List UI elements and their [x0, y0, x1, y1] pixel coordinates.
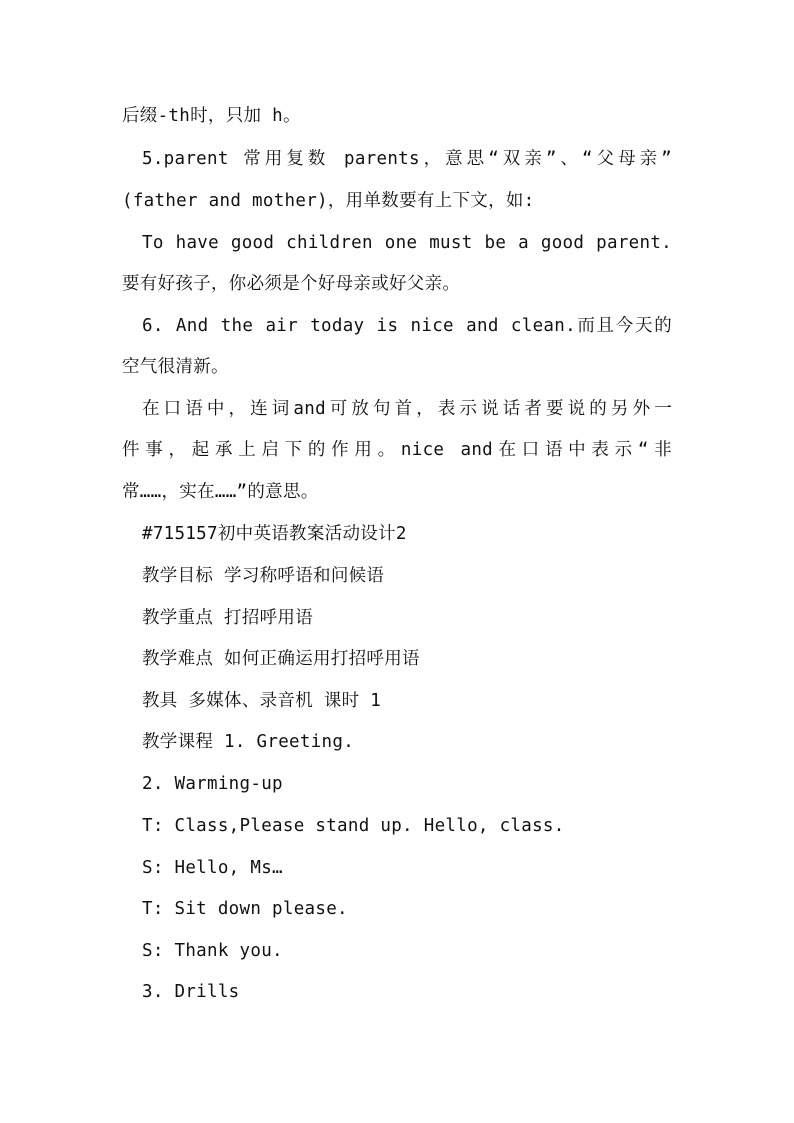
- teaching-difficulty: 教学难点 如何正确运用打招呼用语: [142, 649, 420, 669]
- text-line-6: 6. And the air today is nice and clean.而且今天的: [142, 316, 672, 336]
- teaching-aids: 教具 多媒体、录音机 课时 1: [142, 691, 382, 711]
- dialogue-line-4: S: Thank you.: [142, 941, 283, 961]
- section-heading: #715157初中英语教案活动设计2: [142, 524, 407, 544]
- text-line-5: 要有好孩子，你必须是个好母亲或好父亲。: [122, 274, 461, 294]
- text-line-10: 常……，实在……”的意思。: [122, 482, 319, 502]
- text-line-8: 在口语中，连词and可放句首，表示说话者要说的另外一: [142, 399, 672, 419]
- step-warming-up: 2. Warming-up: [142, 774, 283, 794]
- step-drills: 3. Drills: [142, 982, 240, 1002]
- text-line-7: 空气很清新。: [122, 357, 229, 377]
- dialogue-line-1: T: Class,Please stand up. Hello, class.: [142, 816, 565, 836]
- dialogue-line-2: S: Hello, Ms…: [142, 858, 283, 878]
- teaching-objective: 教学目标 学习称呼语和问候语: [142, 566, 385, 586]
- teaching-focus: 教学重点 打招呼用语: [142, 608, 314, 628]
- text-line-9: 件事，起承上启下的作用。nice and在口语中表示“非: [122, 440, 672, 460]
- text-line-4: To have good children one must be a good parent.: [142, 233, 672, 253]
- text-line-1: 后缀-th时，只加 h。: [122, 106, 301, 126]
- dialogue-line-3: T: Sit down please.: [142, 899, 348, 919]
- teaching-process: 教学课程 1. Greeting.: [142, 732, 355, 752]
- text-line-2: 5.parent 常用复数 parents，意思“双亲”、“父母亲”: [142, 149, 672, 169]
- text-line-3: (father and mother)，用单数要有上下文，如:: [122, 191, 535, 211]
